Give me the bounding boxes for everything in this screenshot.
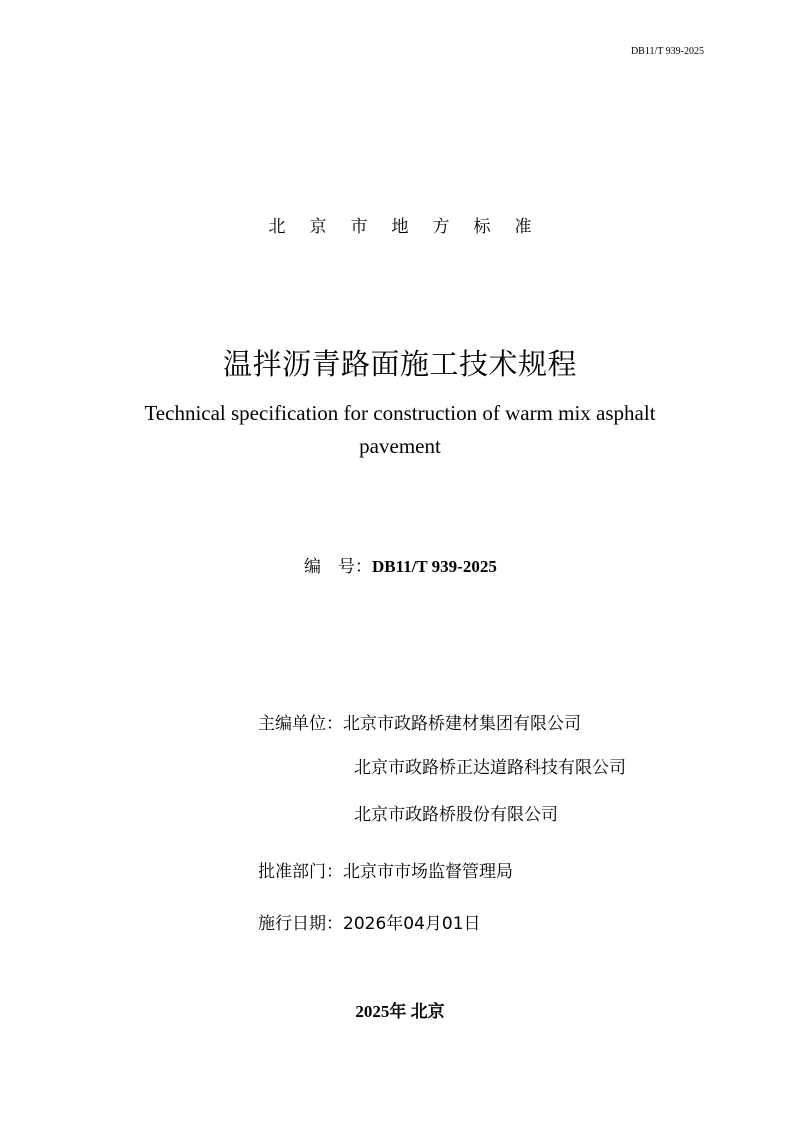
- header-standard-code: DB11/T 939-2025: [630, 46, 704, 57]
- editor-row: [258, 709, 581, 734]
- document-title-english: Technical specification for construction of warm mix asphalt pavement: [144, 401, 656, 458]
- standard-number-value: DB11/T 939-2025: [372, 557, 497, 576]
- effective-date-row: [258, 909, 481, 934]
- effective-date-label: 施行日期：: [258, 914, 343, 934]
- standard-number: [304, 552, 497, 577]
- approval-row: [258, 857, 513, 882]
- publication-year-place: 2025年 北京: [355, 1002, 445, 1021]
- document-title-chinese: 温拌沥青路面施工技术规程: [222, 347, 577, 381]
- standard-number-label: 编 号：: [304, 557, 372, 577]
- effective-date-value: 2026年04月01日: [343, 914, 481, 934]
- approval-label: 批准部门：: [258, 862, 343, 882]
- standard-category: 北京市地方标准: [268, 217, 556, 237]
- approval-value: 北京市市场监督管理局: [343, 862, 513, 882]
- editor-org-3: 北京市政路桥股份有限公司: [354, 805, 558, 825]
- editor-label: 主编单位：: [258, 714, 343, 734]
- editor-org-1: 北京市政路桥建材集团有限公司: [343, 714, 581, 734]
- editor-org-2: 北京市政路桥正达道路科技有限公司: [354, 758, 626, 778]
